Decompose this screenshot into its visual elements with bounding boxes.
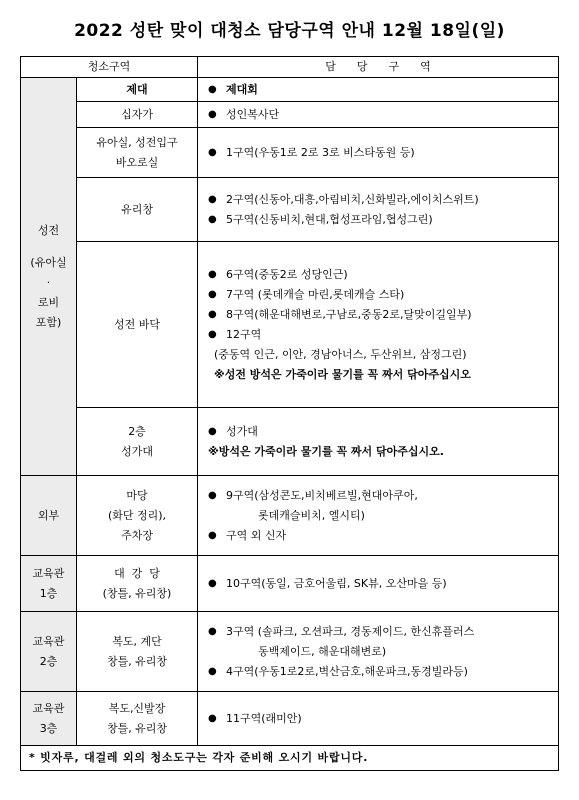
bullet-icon: ● — [208, 288, 217, 300]
assignment-item: 6구역(중동2로 성당인근) — [226, 267, 348, 281]
bullet-icon: ● — [208, 489, 217, 501]
assignment-continuation: 롯데캐슬비치, 엘시티) — [258, 508, 365, 522]
area-line: 창틀, 유리창 — [106, 721, 168, 735]
group-label: · — [46, 275, 51, 289]
area-line: 복도, 계단 — [112, 634, 162, 648]
assignment-cell — [198, 178, 559, 242]
table-row — [21, 408, 559, 476]
assignment-cell — [198, 476, 559, 556]
bullet-icon: ● — [208, 665, 217, 677]
group-edu-3f — [21, 692, 77, 746]
area-cell — [77, 692, 198, 746]
footer-note: * 빗자루, 대걸레 외의 청소도구는 각자 준비해 오시기 바랍니다. — [21, 746, 559, 771]
bullet-icon: ● — [208, 577, 217, 589]
assignment-cell — [198, 242, 559, 408]
area-cell: 성전 바닥 — [77, 242, 198, 408]
assignment-item: 1구역(우동1로 2로 3로 비스타동원 등) — [226, 145, 415, 159]
schedule-table — [20, 56, 559, 771]
area-line: 2층 — [128, 424, 146, 438]
area-cell — [77, 612, 198, 692]
assignment-item: 성인복사단 — [226, 107, 280, 121]
area-line: 바오로실 — [115, 155, 159, 169]
group-sanctuary — [21, 78, 77, 476]
bullet-icon: ● — [208, 146, 217, 158]
assignment-cell — [198, 612, 559, 692]
area-cell: 십자가 — [77, 102, 198, 128]
bullet-icon: ● — [208, 83, 217, 95]
group-label: 2층 — [39, 654, 58, 668]
group-label: 포함) — [35, 315, 62, 329]
area-line: (화단 정리), — [107, 508, 167, 522]
assignment-item: 2구역(신동아,대흥,아림비치,신화빌라,에이치스위트) — [226, 192, 479, 206]
assignment-cell — [198, 102, 559, 128]
area-cell: 제대 — [77, 78, 198, 102]
area-line: 유아실, 성전입구 — [96, 135, 178, 149]
group-edu-1f — [21, 556, 77, 612]
assignment-continuation: 동백제이드, 해운대해변로) — [258, 644, 387, 658]
assignment-cell — [198, 128, 559, 178]
table-row — [21, 178, 559, 242]
assignment-item: 5구역(신동비치,현대,협성프라임,협성그린) — [226, 212, 433, 226]
bullet-icon: ● — [208, 529, 217, 541]
group-label: 로비 — [37, 295, 60, 309]
note-text: ※방석은 가죽이라 물기를 꼭 짜서 닦아주십시오. — [208, 444, 444, 458]
area-cell — [77, 556, 198, 612]
assignment-item: 11구역(래미안) — [226, 711, 302, 725]
table-row — [21, 102, 559, 128]
group-label: 교육관 — [32, 634, 65, 648]
assignment-item: 성가대 — [226, 424, 258, 438]
assignment-item: 구역 외 신자 — [226, 528, 287, 542]
group-label: 교육관 — [32, 566, 65, 580]
bullet-icon: ● — [208, 108, 217, 120]
area-line: 성가대 — [121, 444, 153, 458]
table-footer — [21, 746, 559, 771]
assignment-item: 4구역(우동1로2로,벽산금호,해운파크,동경빌라등) — [226, 664, 468, 678]
table-row — [21, 556, 559, 612]
bullet-icon: ● — [208, 425, 217, 437]
area-cell — [77, 408, 198, 476]
header-area: 청소구역 — [21, 57, 198, 78]
assignment-cell — [198, 692, 559, 746]
bullet-icon: ● — [208, 268, 217, 280]
bullet-icon: ● — [208, 328, 217, 340]
assignment-item: 8구역(해운대해변로,구남로,중동2로,달맞이길일부) — [226, 307, 472, 321]
area-line: 주차장 — [121, 528, 153, 542]
assignment-item: 12구역 — [226, 327, 262, 341]
assignment-cell — [198, 556, 559, 612]
assignment-item: 3구역 (솔파크, 오션파크, 경동제이드, 한신휴플러스 — [226, 624, 475, 638]
header-assignment: 담 당 구 역 — [198, 57, 559, 78]
group-outside: 외부 — [21, 476, 77, 556]
bullet-icon: ● — [208, 308, 217, 320]
group-label: 3층 — [39, 721, 58, 735]
assignment-subitem: (중동역 인근, 이안, 경남아너스, 두산위브, 삼정그린) — [214, 347, 467, 361]
bullet-icon: ● — [208, 213, 217, 225]
area-line: 창틀, 유리창 — [106, 654, 168, 668]
assignment-cell — [198, 408, 559, 476]
bullet-icon: ● — [208, 625, 217, 637]
table-row — [21, 692, 559, 746]
page-title: 2022 성탄 맞이 대청소 담당구역 안내 12월 18일(일) — [74, 21, 505, 41]
assignment-item: 7구역 (롯데캐슬 마린,롯데캐슬 스타) — [226, 287, 405, 301]
assignment-item: 제대회 — [226, 82, 258, 96]
table-header — [21, 57, 559, 78]
assignment-item: 9구역(삼성콘도,비치베르빌,현대아쿠아, — [226, 488, 418, 502]
area-line: 복도,신발장 — [108, 701, 166, 715]
table-row — [21, 242, 559, 408]
area-line: (창틀, 유리창) — [102, 586, 172, 600]
area-line: 대 강 당 — [114, 566, 160, 580]
table-row — [21, 476, 559, 556]
group-label: 교육관 — [32, 701, 65, 715]
group-label: 성전 — [37, 223, 60, 237]
table-row — [21, 78, 559, 102]
area-cell — [77, 128, 198, 178]
bullet-icon: ● — [208, 193, 217, 205]
group-edu-2f — [21, 612, 77, 692]
table-row — [21, 128, 559, 178]
assignment-item: 10구역(동일, 금호어울림, SK뷰, 오산마을 등) — [226, 576, 447, 590]
area-cell — [77, 476, 198, 556]
table-row — [21, 612, 559, 692]
area-line: 마당 — [126, 488, 148, 502]
note-text: ※성전 방석은 가죽이라 물기를 꼭 짜서 닦아주십시오 — [214, 367, 471, 381]
assignment-cell — [198, 78, 559, 102]
group-label: (유아실 — [30, 255, 67, 269]
bullet-icon: ● — [208, 712, 217, 724]
group-label: 1층 — [39, 586, 58, 600]
area-cell: 유리창 — [77, 178, 198, 242]
